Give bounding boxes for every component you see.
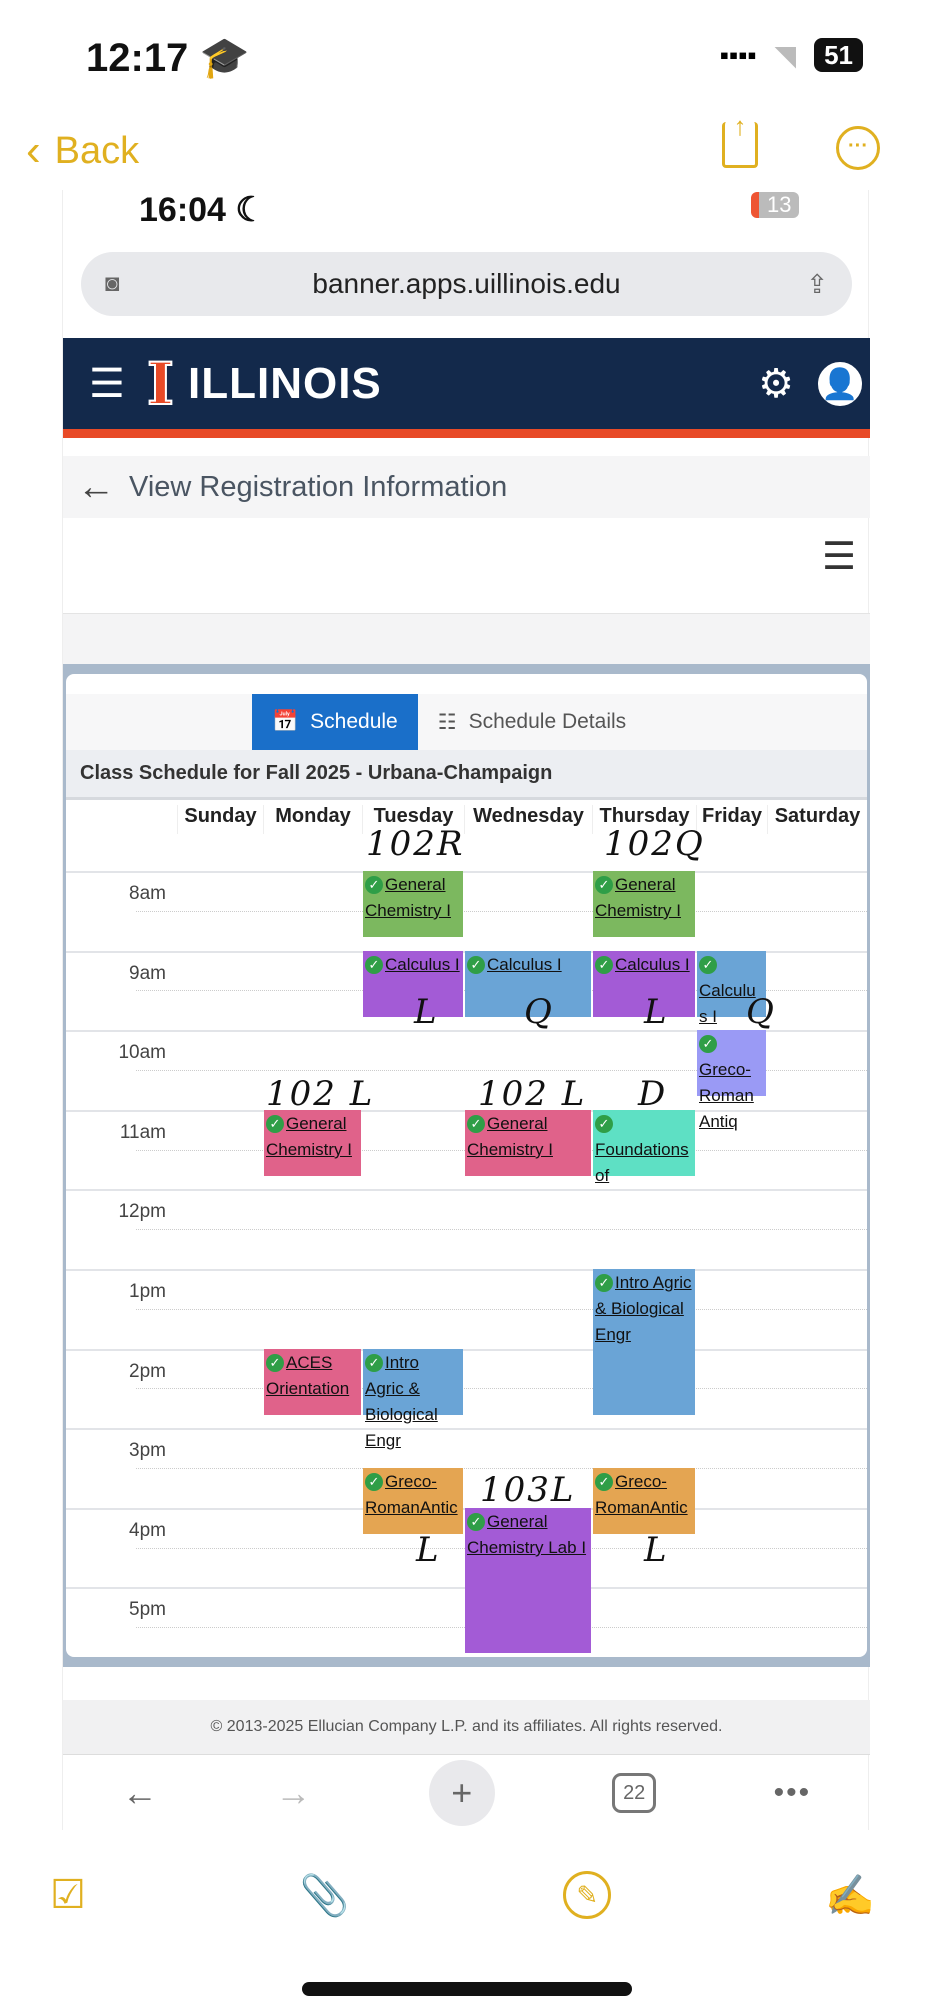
back-arrow-icon[interactable]: ←: [121, 1772, 158, 1813]
chevron-left-icon: ‹: [26, 126, 41, 175]
day-header-wednesday: Wednesday: [464, 805, 592, 834]
inner-battery: 13: [751, 192, 799, 218]
schedule-panel: [63, 664, 870, 1667]
class-link[interactable]: General Chemistry Lab I: [467, 1511, 587, 1557]
graduation-cap-icon: 🎓: [199, 36, 250, 80]
browser-toolbar: [63, 1756, 870, 1830]
camera-scan-icon[interactable]: ◙: [105, 270, 120, 297]
time-label: 12pm: [118, 1201, 166, 1223]
class-event[interactable]: [363, 1468, 463, 1534]
class-link[interactable]: Foundations of: [595, 1139, 689, 1185]
registered-check-icon: ✓: [266, 1115, 284, 1133]
class-link[interactable]: Intro Agric & Biological Engr: [365, 1352, 438, 1450]
class-link[interactable]: General Chemistry I: [595, 875, 681, 920]
more-icon[interactable]: •••: [773, 1776, 812, 1809]
class-event[interactable]: [363, 871, 463, 937]
class-link[interactable]: General Chemistry I: [266, 1113, 352, 1159]
hour-line: [66, 1269, 867, 1271]
inner-status-time: 16:04 ☾: [139, 191, 266, 229]
handwritten-annotation: L: [416, 1530, 441, 1570]
handwritten-annotation: 102 L: [266, 1074, 375, 1114]
hour-line: [66, 1428, 867, 1430]
class-event[interactable]: [363, 951, 463, 1017]
user-avatar-icon[interactable]: 👤: [816, 360, 864, 408]
brand-name: ILLINOIS: [188, 358, 382, 408]
menu-icon[interactable]: ☰: [89, 361, 125, 406]
schedule-tabs: [66, 694, 867, 750]
day-header-saturday: Saturday: [767, 805, 867, 834]
registered-check-icon: ✓: [595, 1274, 613, 1292]
class-link[interactable]: General Chemistry I: [467, 1113, 553, 1159]
schedule-title: Class Schedule for Fall 2025 - Urbana-Champaign: [66, 750, 867, 800]
handwritten-annotation: 102R: [366, 824, 465, 864]
half-hour-line: [136, 1388, 867, 1389]
hour-line: [66, 1189, 867, 1191]
handwritten-annotation: L: [644, 1530, 669, 1570]
class-link[interactable]: General Chemistry I: [365, 875, 451, 920]
paperclip-icon[interactable]: 📎: [299, 1873, 350, 1918]
day-header-tuesday: Tuesday: [362, 805, 464, 834]
class-link[interactable]: Calculus I: [487, 954, 562, 974]
class-event[interactable]: [697, 1030, 766, 1132]
compose-icon[interactable]: ✍: [825, 1873, 875, 1918]
class-link[interactable]: Intro Agric & Biological Engr: [595, 1273, 692, 1344]
time-label: 9am: [129, 962, 166, 984]
class-event[interactable]: [465, 1508, 591, 1654]
notes-toolbar: [0, 1860, 925, 1930]
class-event[interactable]: [593, 1269, 695, 1415]
copyright-footer: © 2013-2025 Ellucian Company L.P. and its affiliates. All rights reserved.: [63, 1700, 870, 1755]
registered-check-icon: ✓: [595, 1473, 613, 1491]
back-button[interactable]: [26, 126, 139, 176]
tab-schedule-details[interactable]: [418, 694, 646, 750]
hour-line: [66, 1349, 867, 1351]
day-header-thursday: Thursday: [592, 805, 696, 834]
handwritten-annotation: L: [414, 992, 439, 1032]
url-text: banner.apps.uillinois.edu: [312, 268, 621, 299]
day-header-monday: Monday: [263, 805, 362, 834]
list-icon: ☷: [437, 710, 457, 734]
handwritten-annotation: 102 L: [478, 1074, 587, 1114]
page-title-row[interactable]: [63, 456, 870, 518]
registered-check-icon: ✓: [699, 956, 717, 974]
battery-indicator: 51: [814, 38, 863, 72]
class-event[interactable]: [363, 1349, 463, 1450]
spacer-band: [63, 613, 870, 664]
class-link[interactable]: Greco-RomanAntiq: [699, 1060, 754, 1132]
half-hour-line: [136, 1309, 867, 1310]
registered-check-icon: ✓: [699, 1035, 717, 1053]
markup-pen-icon[interactable]: ✎: [563, 1871, 611, 1919]
class-event[interactable]: [593, 871, 695, 937]
class-link[interactable]: Greco-RomanAntic: [595, 1472, 688, 1517]
half-hour-line: [136, 1468, 867, 1469]
registered-check-icon: ✓: [467, 956, 485, 974]
time-label: 1pm: [129, 1281, 166, 1302]
time-label: 8am: [129, 883, 166, 904]
back-label: Back: [54, 129, 140, 172]
share-icon[interactable]: ⇪: [806, 268, 828, 299]
hour-line: [66, 871, 867, 873]
page-title: View Registration Information: [129, 470, 508, 503]
class-event[interactable]: [465, 1110, 591, 1176]
registered-check-icon: ✓: [595, 1115, 613, 1133]
checklist-icon[interactable]: ☑: [50, 1873, 86, 1917]
registered-check-icon: ✓: [266, 1354, 284, 1372]
tab-label: Schedule Details: [468, 710, 627, 733]
handwritten-annotation: Q: [524, 992, 554, 1032]
url-bar[interactable]: [81, 252, 852, 316]
tab-schedule[interactable]: [252, 694, 418, 750]
registered-check-icon: ✓: [467, 1115, 485, 1133]
handwritten-annotation: 103L: [480, 1470, 576, 1510]
handwritten-annotation: Q: [746, 992, 776, 1032]
time-label: 3pm: [129, 1440, 166, 1462]
time-text: 12:17: [86, 36, 189, 80]
new-tab-button[interactable]: +: [429, 1760, 495, 1826]
class-link[interactable]: Calculus I: [699, 980, 756, 1026]
page-menu-icon[interactable]: ☰: [822, 536, 857, 578]
registered-check-icon: ✓: [595, 876, 613, 894]
status-time: [86, 34, 249, 81]
registered-check-icon: ✓: [365, 1473, 383, 1491]
more-options-icon[interactable]: ···: [836, 126, 880, 170]
class-event[interactable]: [593, 1110, 695, 1185]
class-link[interactable]: ACES Orientation: [266, 1352, 350, 1398]
illinois-logo: I: [146, 349, 174, 418]
registered-check-icon: ✓: [365, 876, 383, 894]
time-label: 11am: [119, 1121, 166, 1143]
class-event[interactable]: [593, 1468, 695, 1534]
wifi-icon: ◥: [774, 39, 797, 71]
handwritten-annotation: 102Q: [604, 824, 705, 864]
gear-icon[interactable]: ⚙: [758, 361, 794, 406]
handwritten-annotation: L: [644, 992, 669, 1032]
arrow-left-icon[interactable]: ←: [77, 465, 115, 508]
time-label: 4pm: [129, 1519, 166, 1541]
tab-count-button[interactable]: 22: [612, 1773, 656, 1813]
half-hour-line: [136, 1229, 867, 1230]
embedded-screenshot: [62, 190, 869, 1830]
registered-check-icon: ✓: [467, 1513, 485, 1531]
time-label: 10am: [118, 1042, 166, 1064]
class-event[interactable]: [264, 1349, 361, 1415]
day-header-friday: Friday: [696, 805, 767, 834]
handwritten-annotation: D: [638, 1074, 668, 1114]
day-header-sunday: Sunday: [177, 805, 263, 834]
class-link[interactable]: Greco-RomanAntic: [365, 1472, 458, 1517]
time-label: 5pm: [129, 1599, 166, 1621]
calendar-icon: 📅: [272, 710, 299, 733]
status-icons: [720, 38, 863, 72]
class-event[interactable]: [264, 1110, 361, 1176]
inner-time-text: 16:04: [139, 191, 226, 229]
site-header: [63, 338, 870, 438]
share-icon[interactable]: ↑: [722, 122, 758, 168]
registered-check-icon: ✓: [365, 1354, 383, 1372]
half-hour-line: [136, 911, 867, 912]
class-link[interactable]: Calculus I: [385, 954, 460, 974]
time-label: 2pm: [129, 1360, 166, 1382]
tab-label: Schedule: [310, 710, 398, 733]
registered-check-icon: ✓: [595, 956, 613, 974]
forward-arrow-icon[interactable]: →: [275, 1772, 312, 1813]
registered-check-icon: ✓: [365, 956, 383, 974]
class-link[interactable]: Calculus I: [615, 954, 690, 974]
signal-icon: ▪▪▪▪: [719, 39, 757, 70]
home-indicator: [302, 1982, 632, 1996]
